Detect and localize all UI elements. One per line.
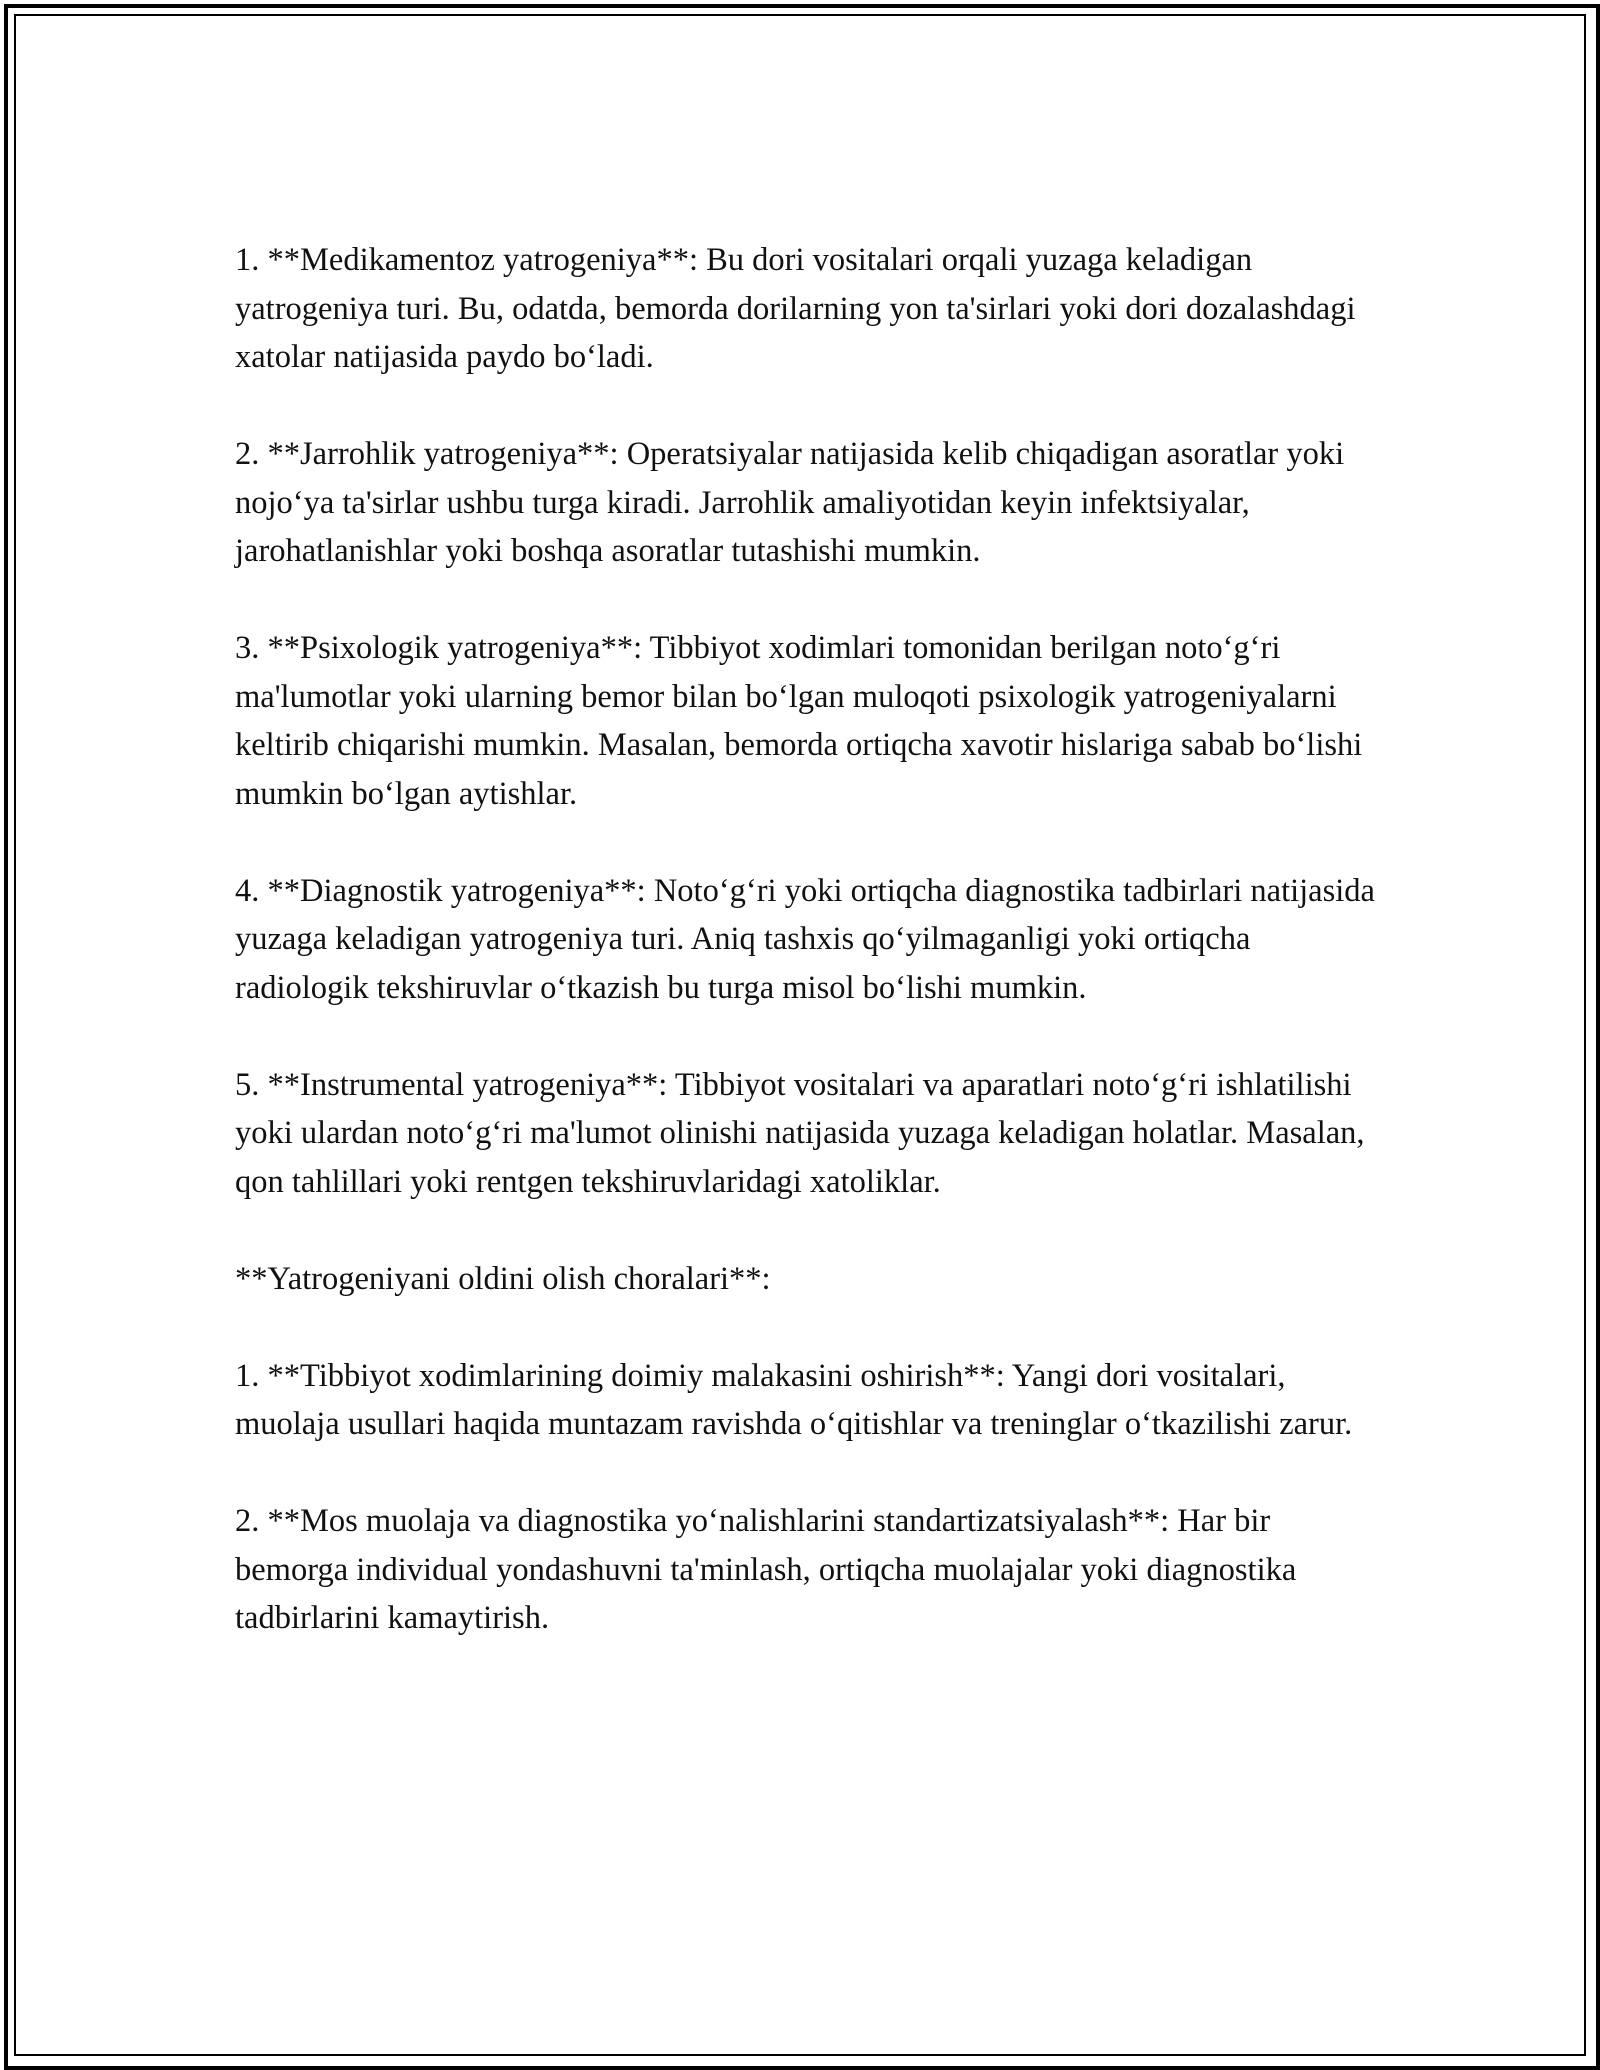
paragraph-psixologik: 3. **Psixologik yatrogeniya**: Tibbiyot xodimlari tomonidan berilgan noto‘g‘ri ma'lumotlar yoki ularning bemor bilan bo‘lgan muloqoti psixologik yatrogeniyalarni keltirib chiqarishi mumkin. Masalan, bemorda ortiqcha xavotir hislariga sabab bo‘lishi mumkin bo‘lgan aytishlar. — [235, 630, 1363, 812]
paragraph-instrumental: 5. **Instrumental yatrogeniya**: Tibbiyot vositalari va aparatlari noto‘g‘ri ishlatilishi yoki ulardan noto‘g‘ri ma'lumot olinishi natijasida yuzaga keladigan holatlar. Masalan, qon tahlillari yoki rentgen tekshiruvlaridagi xatoliklar. — [235, 1066, 1365, 1200]
section-heading-prevention: **Yatrogeniyani oldini olish choralari**: — [235, 1260, 771, 1297]
document-body — [235, 236, 1375, 1691]
paragraph-medikamentoz: 1. **Medikamentoz yatrogeniya**: Bu dori vositalari orqali yuzaga keladigan yatrogeniya turi. Bu, odatda, bemorda dorilarning yon ta'sirlari yoki dori dozalashdagi xatolar natijasida paydo bo‘ladi. — [235, 242, 1356, 375]
paragraph-prevention-2: 2. **Mos muolaja va diagnostika yo‘nalishlarini standartizatsiyalash**: Har bir bemorga individual yondashuvni ta'minlash, ortiqcha muolajalar yoki diagnostika tadbirlarini kamaytirish. — [235, 1503, 1297, 1636]
paragraph-prevention-1: 1. **Tibbiyot xodimlarining doimiy malakasini oshirish**: Yangi dori vositalari, muolaja usullari haqida muntazam ravishda o‘qitishlar va treninglar o‘tkazilishi zarur. — [235, 1357, 1353, 1442]
paragraph-diagnostik: 4. **Diagnostik yatrogeniya**: Noto‘g‘ri yoki ortiqcha diagnostika tadbirlari natijasida yuzaga keladigan yatrogeniya turi. Aniq tashxis qo‘yilmaganligi yoki ortiqcha radiologik tekshiruvlar o‘tkazish bu turga misol bo‘lishi mumkin. — [235, 872, 1375, 1006]
paragraph-jarrohlik: 2. **Jarrohlik yatrogeniya**: Operatsiyalar natijasida kelib chiqadigan asoratlar yoki nojo‘ya ta'sirlar ushbu turga kiradi. Jarrohlik amaliyotidan keyin infektsiyalar, jarohatlanishlar yoki boshqa asoratlar tutashishi mumkin. — [235, 436, 1345, 569]
